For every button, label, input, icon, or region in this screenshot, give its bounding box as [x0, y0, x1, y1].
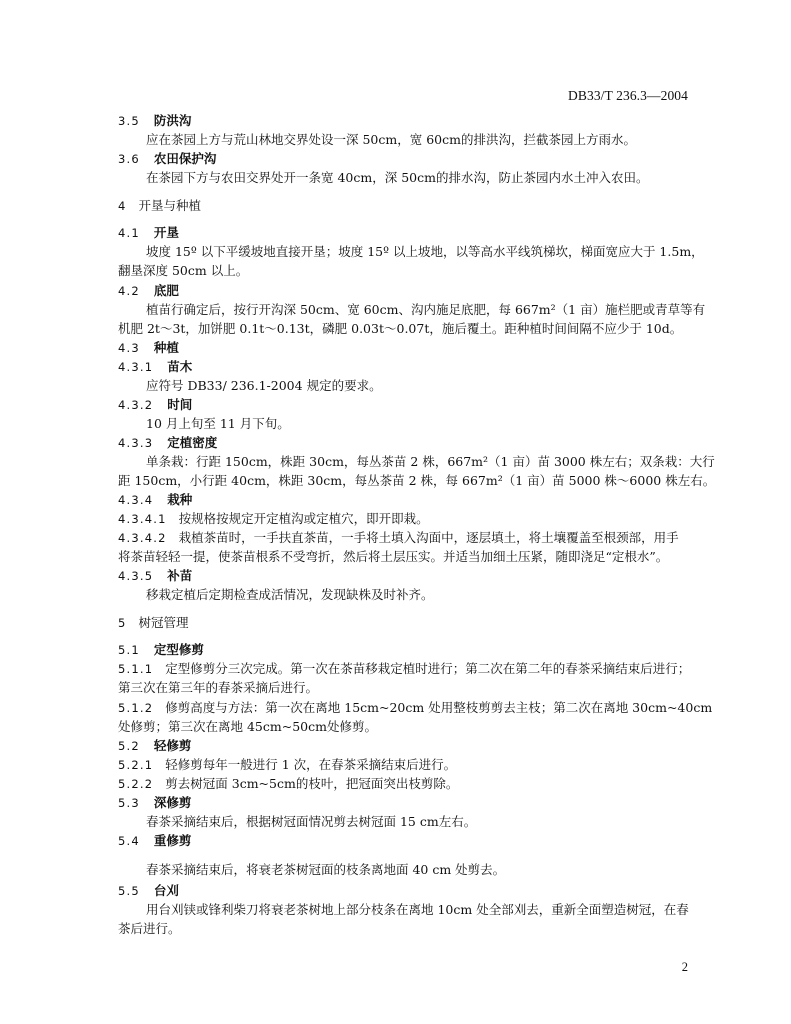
section-title: 定植密度: [167, 435, 218, 450]
clause-text: 剪去树冠面 3cm~5cm的枝叶，把冠面突出枝剪除。: [165, 776, 459, 791]
paragraph-line: 第三次在第三年的春茶采摘后进行。: [118, 680, 319, 695]
paragraph-line: 在茶园下方与农田交界处开一条宽 40cm，深 50cm的排水沟，防止茶园内水土冲入农田。: [146, 170, 649, 185]
section-title: 轻修剪: [153, 738, 192, 753]
numbered-clause-5-2-2: [118, 776, 458, 792]
paragraph-line: 茶后进行。: [118, 921, 181, 936]
section-title: 时间: [167, 397, 193, 412]
paragraph-line: 距 150cm，小行距 40cm，株距 30cm，每丛茶苗 2 株，每 667m²（1 亩）苗 5000 株～6000 株左右。: [118, 473, 716, 488]
clause-number: 5.2.2: [118, 777, 154, 791]
clause-text: 修剪高度与方法：第一次在离地 15cm~20cm 处用整枝剪剪去主枝；第二次在离地 30cm~40cm: [165, 700, 713, 715]
numbered-clause-5-1-2: [118, 700, 712, 716]
paragraph-line: 处修剪；第三次在离地 45cm~50cm处修剪。: [118, 719, 377, 734]
chapter-heading-5: [118, 615, 189, 631]
section-heading-3-6: [118, 151, 216, 167]
section-number: 4.1: [118, 226, 140, 240]
paragraph-line: 移栽定植后定期检查成活情况，发现缺株及时补齐。: [146, 587, 434, 602]
section-number: 3.6: [118, 152, 140, 166]
section-number: 4.3.5: [118, 569, 154, 583]
numbered-clause-5-1-1: [118, 661, 690, 677]
paragraph-line: 应符号 DB33/ 236.1-2004 规定的要求。: [146, 378, 382, 393]
numbered-clause-4-3-4-1: [118, 511, 429, 527]
section-title: 种植: [153, 340, 179, 355]
clause-number: 5.1.2: [118, 701, 154, 715]
section-heading-4-3: [118, 340, 179, 356]
paragraph-line: 春茶采摘结束后，根据树冠面情况剪去树冠面 15 cm左右。: [146, 814, 477, 829]
section-heading-5-1: [118, 642, 204, 658]
chapter-title: 树冠管理: [138, 615, 189, 630]
section-heading-5-3: [118, 795, 191, 811]
section-title: 深修剪: [153, 795, 192, 810]
section-title: 定型修剪: [153, 642, 204, 657]
section-title: 重修剪: [153, 833, 192, 848]
section-number: 5.5: [118, 884, 140, 898]
section-number: 5.2: [118, 739, 140, 753]
section-title: 补苗: [167, 568, 193, 583]
paragraph-line: 机肥 2t～3t，加饼肥 0.1t～0.13t，磷肥 0.03t～0.07t，施后覆土。距种植时间间隔不应少于 10d。: [118, 321, 683, 336]
clause-number: 4.3.4.2: [118, 531, 167, 545]
section-heading-4-3-1: [118, 359, 192, 375]
section-title: 台刈: [153, 883, 179, 898]
document-code: DB33/T 236.3—2004: [568, 88, 688, 103]
section-number: 4.3.2: [118, 398, 154, 412]
paragraph-line: 将茶苗轻轻一提，使茶苗根系不受弯折，然后将土层压实。并适当加细土压紧，随即浇足“定根水”。: [118, 549, 669, 564]
clause-number: 5.2.1: [118, 758, 154, 772]
section-heading-4-3-2: [118, 397, 192, 413]
numbered-clause-5-2-1: [118, 757, 456, 773]
section-title: 苗木: [167, 359, 193, 374]
section-number: 5.1: [118, 643, 140, 657]
clause-text: 栽植茶苗时，一手扶直茶苗，一手将土填入沟面中，逐层填土，将土壤覆盖至根颈部，用手: [178, 530, 679, 545]
section-title: 底肥: [153, 283, 179, 298]
section-heading-5-5: [118, 883, 179, 899]
chapter-number: 4: [118, 199, 127, 213]
paragraph-line: 用台刈铗或锋利柴刀将衰老茶树地上部分枝条在离地 10cm 处全部刈去，重新全面塑造树冠，在春: [146, 902, 689, 917]
page-number: 2: [681, 960, 688, 974]
clause-text: 定型修剪分三次完成。第一次在茶苗移栽定植时进行；第二次在第二年的春茶采摘结束后进行；: [165, 661, 691, 676]
section-heading-4-1: [118, 225, 179, 241]
section-number: 5.3: [118, 796, 140, 810]
section-heading-4-3-4: [118, 492, 192, 508]
section-heading-4-2: [118, 283, 179, 299]
numbered-clause-4-3-4-2: [118, 530, 679, 546]
paragraph-line: 10 月上旬至 11 月下旬。: [146, 416, 290, 431]
section-number: 4.3: [118, 341, 140, 355]
section-heading-4-3-5: [118, 568, 192, 584]
clause-number: 5.1.1: [118, 662, 154, 676]
section-title: 栽种: [167, 492, 193, 507]
section-heading-5-4: [118, 833, 191, 849]
chapter-heading-4: [118, 198, 201, 214]
section-heading-3-5: [118, 113, 191, 129]
section-number: 4.3.4: [118, 493, 154, 507]
section-heading-4-3-3: [118, 435, 217, 451]
clause-text: 轻修剪每年一般进行 1 次，在春茶采摘结束后进行。: [165, 757, 457, 772]
clause-text: 按规格按规定开定植沟或定植穴，即开即栽。: [178, 511, 429, 526]
chapter-title: 开垦与种植: [138, 198, 202, 213]
paragraph-line: 坡度 15º 以下平缓坡地直接开垦；坡度 15º 以上坡地，以等高水平线筑梯坎，梯面宽应大于 1.5m，: [146, 244, 704, 259]
section-number: 3.5: [118, 114, 140, 128]
section-number: 4.3.1: [118, 360, 154, 374]
clause-number: 4.3.4.1: [118, 512, 167, 526]
section-number: 4.2: [118, 284, 140, 298]
section-title: 开垦: [153, 225, 179, 240]
paragraph-line: 翻垦深度 50cm 以上。: [118, 263, 249, 278]
section-heading-5-2: [118, 738, 191, 754]
paragraph-line: 春茶采摘结束后，将衰老茶树冠面的枝条离地面 40 cm 处剪去。: [146, 862, 506, 877]
section-title: 农田保护沟: [153, 151, 217, 166]
section-number: 4.3.3: [118, 436, 154, 450]
paragraph-line: 单条栽：行距 150cm，株距 30cm，每丛茶苗 2 株，667m²（1 亩）苗 3000 株左右；双条栽：大行: [146, 454, 715, 469]
section-number: 5.4: [118, 834, 140, 848]
paragraph-line: 应在茶园上方与荒山林地交界处设一深 50cm，宽 60cm的排洪沟，拦截茶园上方雨水。: [146, 132, 636, 147]
chapter-number: 5: [118, 616, 127, 630]
paragraph-line: 植苗行确定后，按行开沟深 50cm、宽 60cm、沟内施足底肥，每 667m²（1 亩）施栏肥或青草等有: [146, 302, 706, 317]
section-title: 防洪沟: [153, 113, 192, 128]
